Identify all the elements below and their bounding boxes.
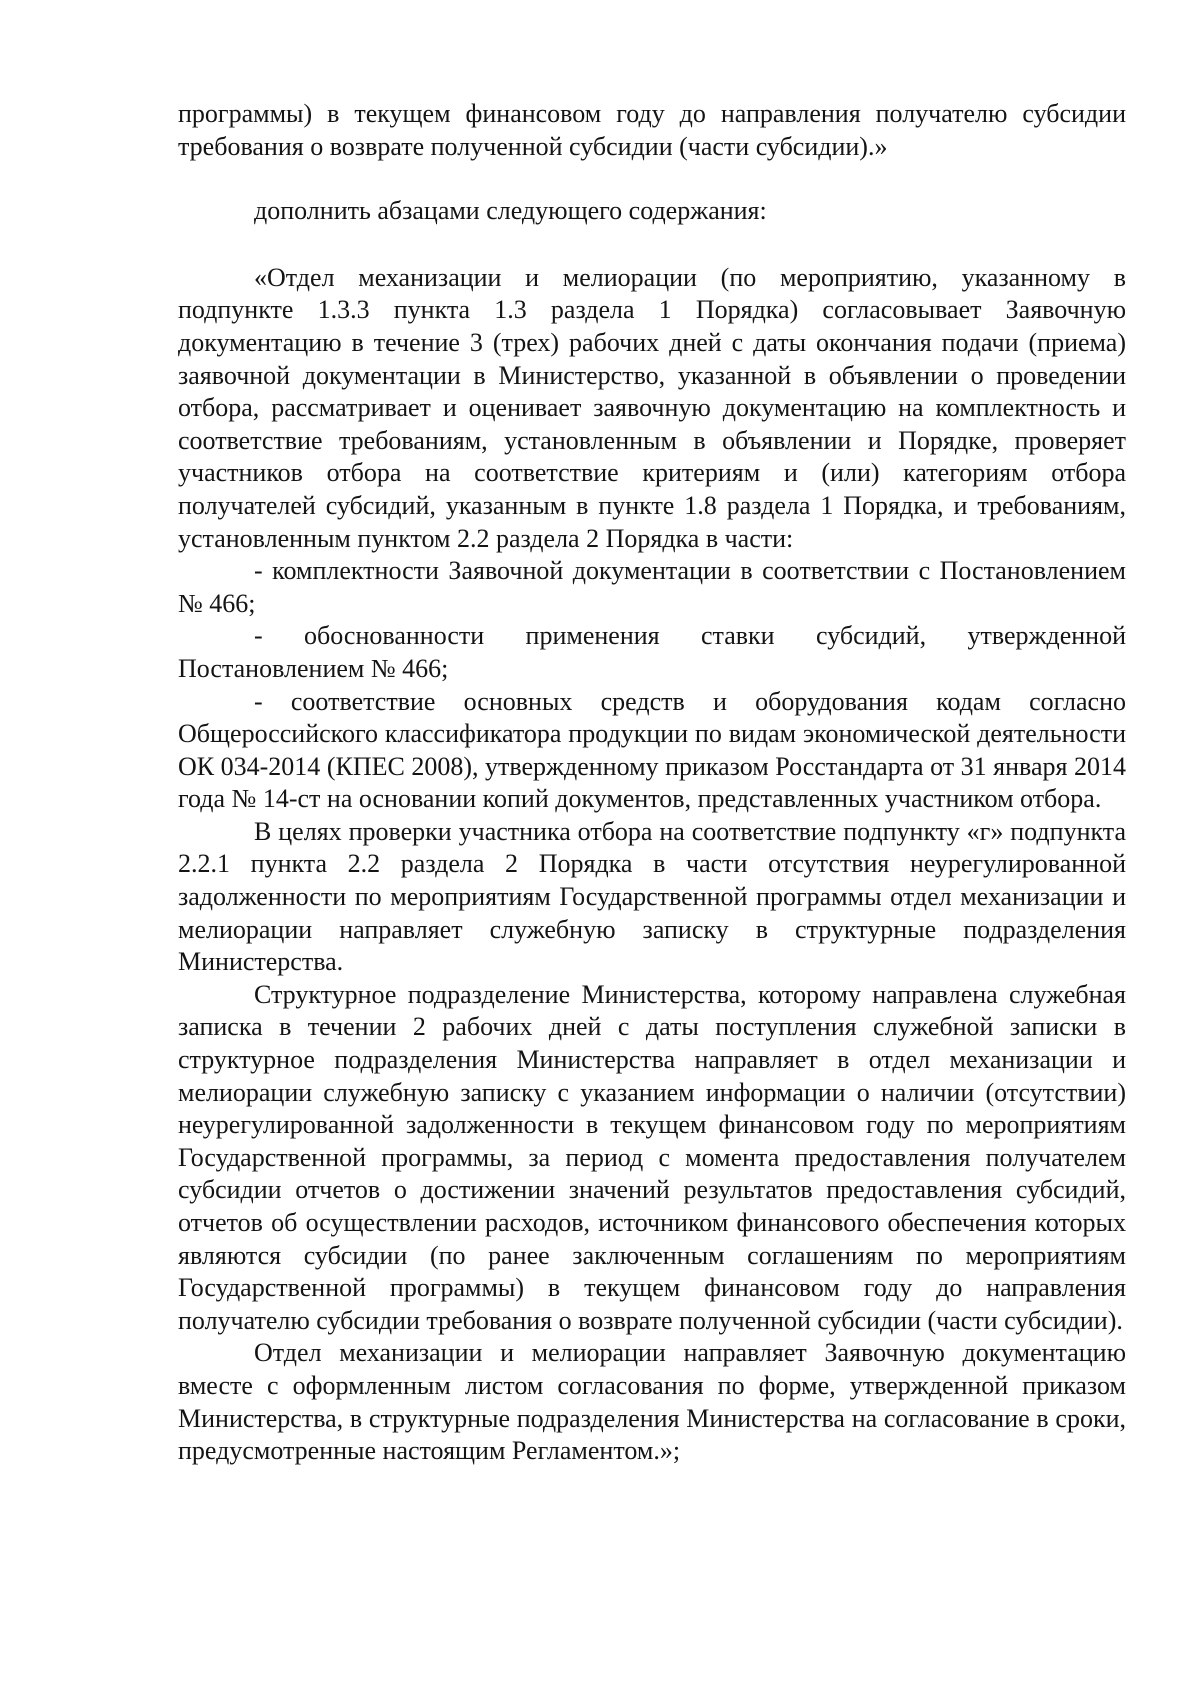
paragraph-verification: В целях проверки участника отбора на соответствие подпункту «г» подпункта 2.2.1 пункта 2.2 раздела 2 Порядка в части отсутствия неурегулированной задолженности по мероприятиям Государственной программы отдел механизации и мелиорации направляет служебную записку в структурные подразделения Министерства.	[178, 816, 1126, 977]
paragraph-structural-unit: Структурное подразделение Министерства, которому направлена служебная записка в течении 2 рабочих дней с даты поступления служебной записки в структурное подразделения Министерства направляет в отдел механизации и мелиорации служебную записку с указанием информации о наличии (отсутствии) неурегулированной задолженности в текущем финансовом году по мероприятиям Государственной программы, за период с момента предоставления получателем субсидии отчетов о достижении значений результатов предоставления субсидий, отчетов об осуществлении расходов, источником финансового обеспечения которых являются субсидии (по ранее заключенным соглашениям по мероприятиям Государственной программы) в текущем финансовом году до направления получателю субсидии требования о возврате полученной субсидии (части субсидии).	[178, 979, 1126, 1335]
list-item-completeness: - комплектности Заявочной документации в соответствии с Постановлением № 466;	[178, 556, 1126, 618]
paragraph-approval: Отдел механизации и мелиорации направляет Заявочную документацию вместе с оформленным листом согласования по форме, утвержденной приказом Министерства, в структурные подразделения Министерства на согласование в сроки, предусмотренные настоящим Регламентом.»;	[178, 1338, 1126, 1466]
document-body	[178, 98, 1126, 1468]
paragraph-main: «Отдел механизации и мелиорации (по мероприятию, указанному в подпункте 1.3.3 пункта 1.3 раздела 1 Порядка) согласовывает Заявочную документацию в течение 3 (трех) рабочих дней с даты окончания подачи (приема) заявочной документации в Министерство, указанной в объявлении о проведении отбора, рассматривает и оценивает заявочную документацию на комплектность и соответствие требованиям, установленным в объявлении и Порядке, проверяет участников отбора на соответствие критериям и (или) категориям отбора получателей субсидий, указанным в пункте 1.8 раздела 1 Порядка, и требованиям, установленным пунктом 2.2 раздела 2 Порядка в части:	[178, 262, 1126, 553]
list-item-justification: - обоснованности применения ставки субсидий, утвержденной Постановлением № 466;	[178, 621, 1126, 683]
paragraph-intro: дополнить абзацами следующего содержания:	[254, 196, 767, 226]
list-item-classification: - соответствие основных средств и оборудования кодам согласно Общероссийского классификатора продукции по видам экономической деятельности ОК 034-2014 (КПЕС 2008), утвержденному приказом Росстандарта от 31 января 2014 года № 14-ст на основании копий документов, представленных участником отбора.	[178, 686, 1126, 814]
paragraph-continuation: программы) в текущем финансовом году до направления получателю субсидии требования о возврате полученной субсидии (части субсидии).»	[178, 99, 1126, 161]
